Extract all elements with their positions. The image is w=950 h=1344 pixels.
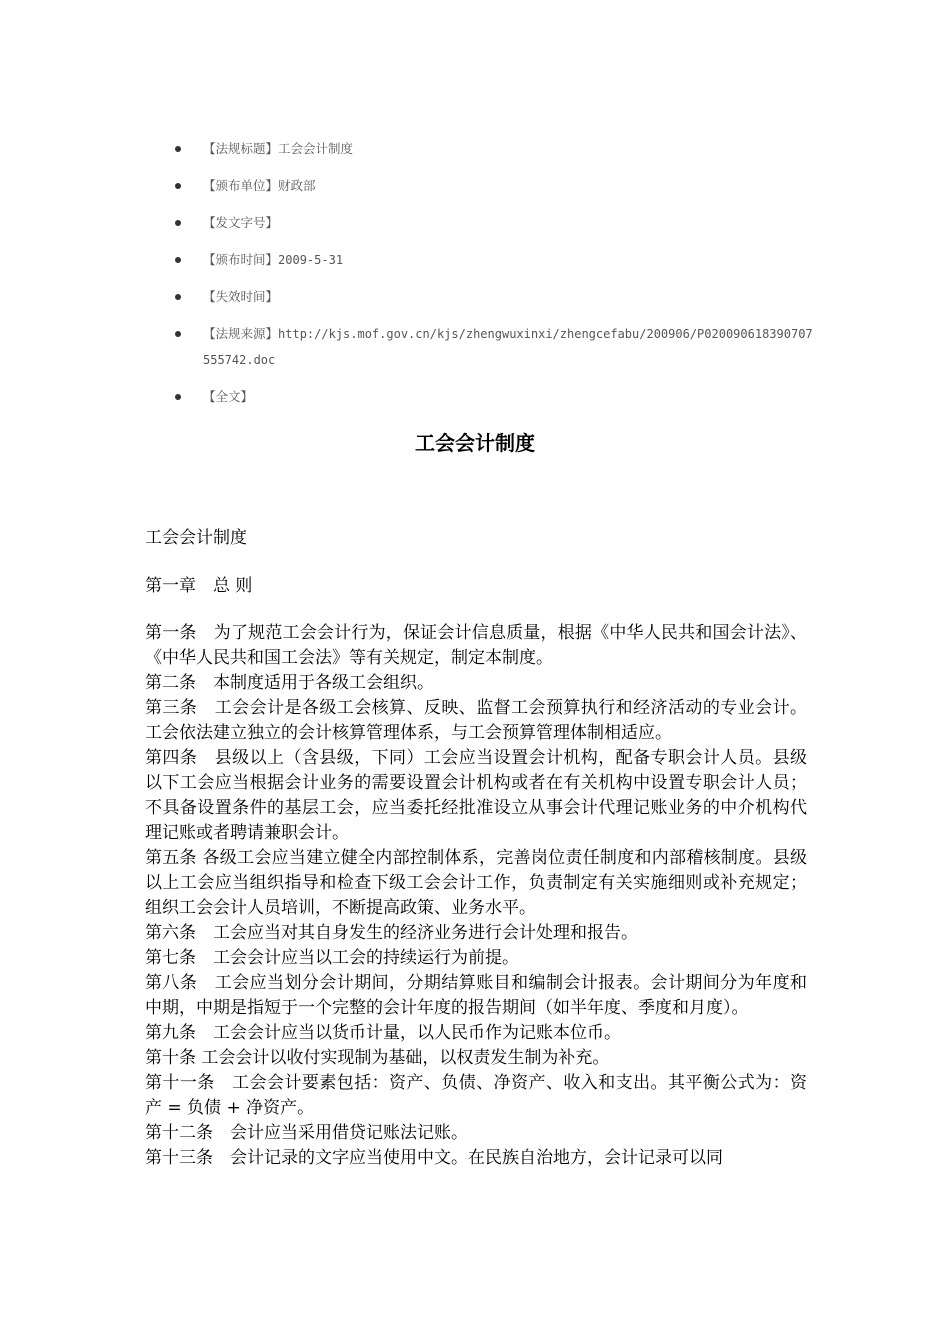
article-11: 第十一条 工会会计要素包括：资产、负债、净资产、收入和支出。其平衡公式为：资产 = 负债 + 净资产。 bbox=[145, 1073, 807, 1118]
article-8: 第八条 工会应当划分会计期间，分期结算账目和编制会计报表。会计期间分为年度和中期，中期是指短于一个完整的会计年度的报告期间（如半年度、季度和月度）。 bbox=[145, 973, 807, 1018]
meta-item-expiry bbox=[175, 284, 815, 310]
meta-value: 财政部 bbox=[278, 178, 316, 193]
meta-key: 【法规来源】 bbox=[203, 326, 279, 341]
meta-key: 【失效时间】 bbox=[203, 289, 279, 304]
meta-item-doc-number bbox=[175, 210, 815, 236]
meta-value: 2009-5-31 bbox=[278, 253, 344, 267]
meta-item-source bbox=[175, 321, 815, 373]
meta-key: 【发文字号】 bbox=[203, 215, 279, 230]
document-title: 工会会计制度 bbox=[415, 431, 535, 455]
document-subtitle: 工会会计制度 bbox=[145, 528, 247, 548]
meta-item-issuer bbox=[175, 173, 815, 199]
article-13: 第十三条 会计记录的文字应当使用中文。在民族自治地方，会计记录可以同 bbox=[145, 1148, 723, 1168]
bullet-icon bbox=[175, 294, 181, 300]
article-1: 第一条 为了规范工会会计行为，保证会计信息质量，根据《中华人民共和国会计法》、《中华人民共和国工会法》等有关规定，制定本制度。 bbox=[145, 623, 807, 668]
bullet-icon bbox=[175, 220, 181, 226]
source-link[interactable]: http://kjs.mof.gov.cn/kjs/zhengwuxinxi/zhengcefabu/200906/P020090618390707555742.doc bbox=[203, 327, 813, 367]
bullet-icon bbox=[175, 257, 181, 263]
document-body bbox=[145, 525, 807, 1171]
bullet-icon bbox=[175, 183, 181, 189]
article-3: 第三条 工会会计是各级工会核算、反映、监督工会预算执行和经济活动的专业会计。工会依法建立独立的会计核算管理体系，与工会预算管理体制相适应。 bbox=[145, 698, 807, 743]
article-6: 第六条 工会应当对其自身发生的经济业务进行会计处理和报告。 bbox=[145, 923, 638, 943]
meta-key: 【全文】 bbox=[203, 389, 254, 404]
bullet-icon bbox=[175, 146, 181, 152]
article-2: 第二条 本制度适用于各级工会组织。 bbox=[145, 673, 434, 693]
bullet-icon bbox=[175, 331, 181, 337]
meta-key: 【法规标题】 bbox=[203, 141, 279, 156]
metadata-list bbox=[175, 136, 815, 421]
meta-key: 【颁布时间】 bbox=[203, 252, 279, 267]
article-7: 第七条 工会会计应当以工会的持续运行为前提。 bbox=[145, 948, 519, 968]
chapter-heading: 第一章 总 则 bbox=[145, 576, 253, 596]
article-5: 第五条 各级工会应当建立健全内部控制体系，完善岗位责任制度和内部稽核制度。县级以上工会应当组织指导和检查下级工会会计工作，负责制定有关实施细则或补充规定；组织工会会计人员培训，不断提高政策、业务水平。 bbox=[145, 848, 807, 918]
article-9: 第九条 工会会计应当以货币计量，以人民币作为记账本位币。 bbox=[145, 1023, 621, 1043]
article-10: 第十条 工会会计以收付实现制为基础，以权责发生制为补充。 bbox=[145, 1048, 610, 1068]
meta-key: 【颁布单位】 bbox=[203, 178, 279, 193]
meta-value: 工会会计制度 bbox=[278, 141, 354, 156]
article-12: 第十二条 会计应当采用借贷记账法记账。 bbox=[145, 1123, 468, 1143]
meta-item-title bbox=[175, 136, 815, 162]
article-4: 第四条 县级以上（含县级，下同）工会应当设置会计机构，配备专职会计人员。县级以下工会应当根据会计业务的需要设置会计机构或者在有关机构中设置专职会计人员；不具备设置条件的基层工会，应当委托经批准设立从事会计代理记账业务的中介机构代理记账或者聘请兼职会计。 bbox=[145, 748, 807, 843]
bullet-icon bbox=[175, 394, 181, 400]
meta-item-date bbox=[175, 247, 815, 273]
meta-item-fulltext bbox=[175, 384, 815, 410]
